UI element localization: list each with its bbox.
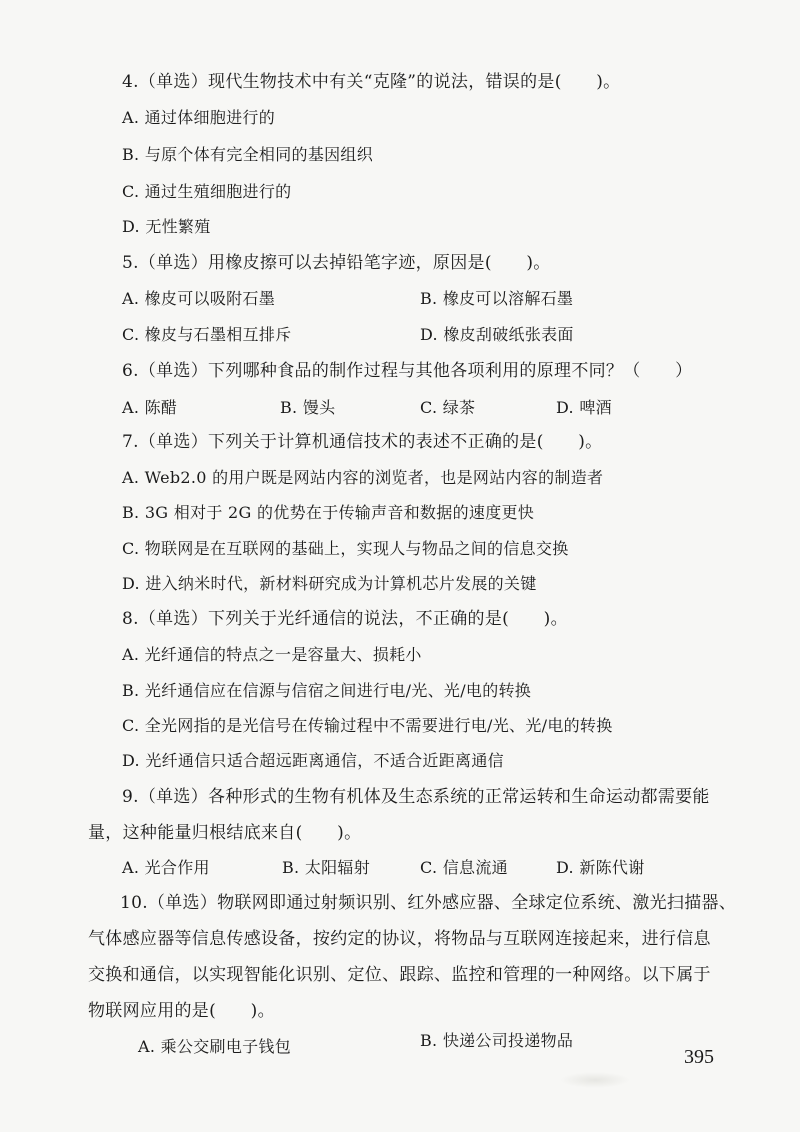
scan-smudge: [560, 1072, 630, 1088]
question-9-option-c: C. 信息流通: [420, 858, 508, 877]
question-8-option-c: C. 全光网指的是光信号在传输过程中不需要进行电/光、光/电的转换: [122, 716, 613, 735]
page-number: 395: [684, 1046, 714, 1068]
question-7-option-a: A. Web2.0 的用户既是网站内容的浏览者，也是网站内容的制造者: [122, 468, 604, 487]
question-9-option-d: D. 新陈代谢: [556, 858, 645, 877]
question-9-option-a: A. 光合作用: [122, 858, 210, 877]
question-6-option-b: B. 馒头: [280, 398, 336, 417]
question-5-option-c: C. 橡皮与石墨相互排斥: [122, 325, 292, 344]
question-7-stem: 7.（单选）下列关于计算机通信技术的表述不正确的是( )。: [122, 432, 603, 452]
question-4-option-d: D. 无性繁殖: [122, 217, 211, 236]
question-9-stem-line-1: 9.（单选）各种形式的生物有机体及生态系统的正常运转和生命运动都需要能: [122, 787, 710, 807]
question-10-option-a: A. 乘公交刷电子钱包: [138, 1037, 292, 1056]
question-6-option-c: C. 绿茶: [420, 398, 476, 417]
question-8-option-a: A. 光纤通信的特点之一是容量大、损耗小: [122, 645, 422, 664]
question-6-option-d: D. 啤酒: [556, 398, 612, 417]
question-6-option-a: A. 陈醋: [122, 398, 178, 417]
question-7-option-b: B. 3G 相对于 2G 的优势在于传输声音和数据的速度更快: [122, 503, 535, 522]
question-4-option-a: A. 通过体细胞进行的: [122, 108, 276, 127]
question-7-option-c: C. 物联网是在互联网的基础上，实现人与物品之间的信息交换: [122, 539, 569, 558]
question-7-option-d: D. 进入纳米时代，新材料研究成为计算机芯片发展的关键: [122, 574, 537, 593]
question-8-option-b: B. 光纤通信应在信源与信宿之间进行电/光、光/电的转换: [122, 681, 532, 700]
question-8-stem: 8.（单选）下列关于光纤通信的说法，不正确的是( )。: [122, 609, 568, 629]
question-10-stem-line-3: 交换和通信，以实现智能化识别、定位、跟踪、监控和管理的一种网络。以下属于: [88, 965, 711, 985]
question-5-option-a: A. 橡皮可以吸附石墨: [122, 289, 276, 308]
question-10-stem-line-4: 物联网应用的是( )。: [88, 1001, 275, 1021]
question-8-option-d: D. 光纤通信只适合超远距离通信，不适合近距离通信: [122, 751, 504, 770]
question-10-option-b: B. 快递公司投递物品: [420, 1031, 574, 1050]
question-4-stem: 4.（单选）现代生物技术中有关“克隆”的说法，错误的是( )。: [122, 72, 621, 92]
question-9-stem-line-2: 量，这种能量归根结底来自( )。: [88, 823, 362, 843]
question-5-stem: 5.（单选）用橡皮擦可以去掉铅笔字迹，原因是( )。: [122, 253, 551, 273]
question-4-option-c: C. 通过生殖细胞进行的: [122, 182, 292, 201]
question-9-option-b: B. 太阳辐射: [282, 858, 371, 877]
question-4-option-b: B. 与原个体有完全相同的基因组织: [122, 145, 374, 164]
question-5-option-d: D. 橡皮刮破纸张表面: [420, 325, 574, 344]
question-10-stem-line-1: 10.（单选）物联网即通过射频识别、红外感应器、全球定位系统、激光扫描器、: [120, 893, 737, 913]
question-10-stem-line-2: 气体感应器等信息传感设备，按约定的协议，将物品与互联网连接起来，进行信息: [88, 929, 711, 949]
question-6-stem: 6.（单选）下列哪种食品的制作过程与其他各项利用的原理不同？（ ）: [122, 361, 693, 381]
question-5-option-b: B. 橡皮可以溶解石墨: [420, 289, 574, 308]
